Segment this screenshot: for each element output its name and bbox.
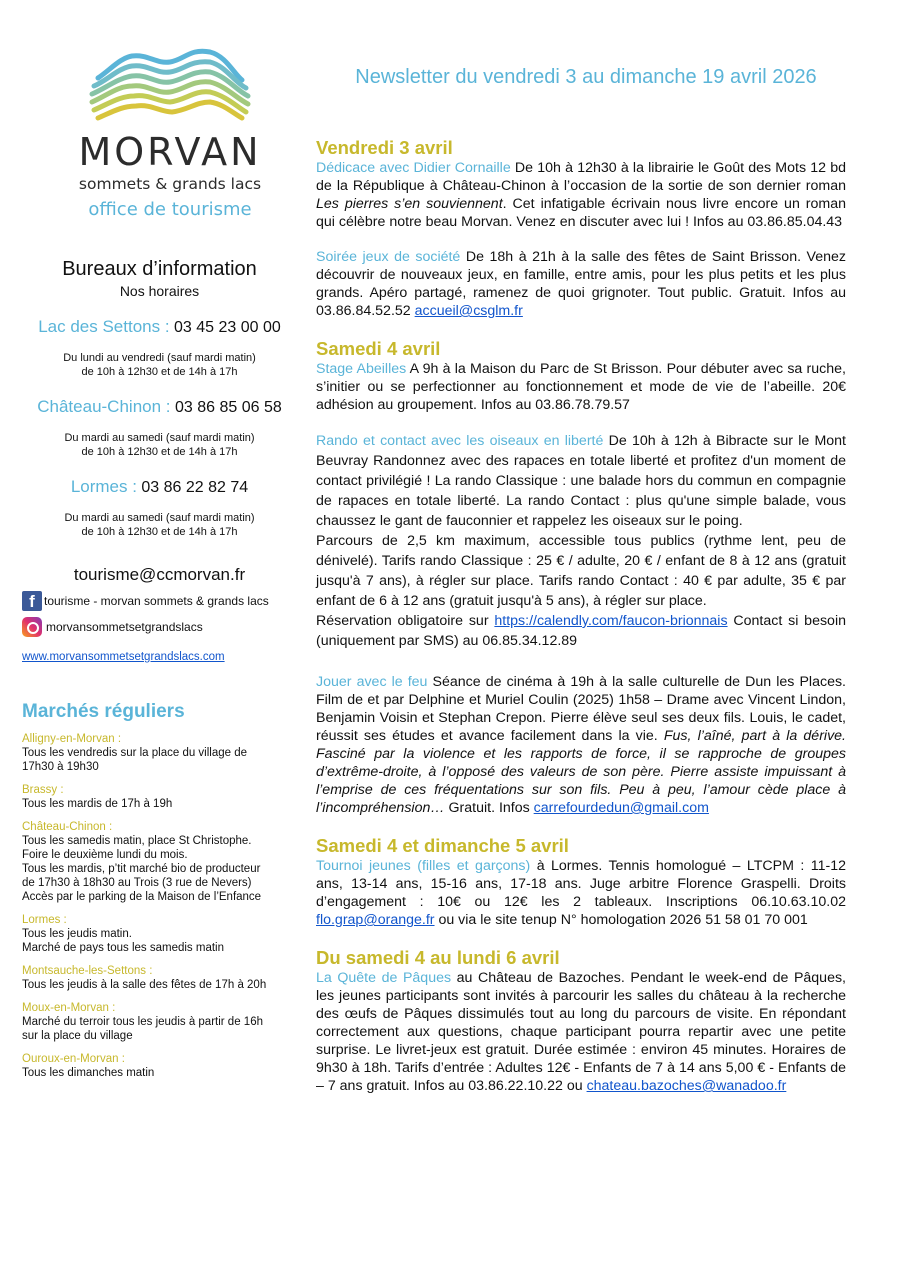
office-hours [22,511,297,539]
office-hours [22,431,297,459]
market-item [22,732,297,774]
event-text: Contact si besoin (uniquement par SMS) au 06.85.34.12.89 [316,613,846,649]
market-town: Moux-en-Morvan : [22,1002,116,1014]
event-link[interactable]: carrefourdedun@gmail.com [533,800,709,816]
event-italic: Les pierres s’en souviennent [316,196,503,212]
day-heading: Vendredi 3 avril [316,137,453,158]
event-title: Soirée jeux de société [316,249,461,265]
facebook-icon: f [22,591,42,611]
market-line: Marché du terroir tous les jeudis à partir de 16h [22,1016,263,1028]
sidebar [22,40,297,1080]
market-town: Montsauche-les-Settons : [22,965,153,977]
event [316,857,846,929]
day-heading: Samedi 4 avril [316,338,441,359]
event-text: ou via le site tenup N° homologation 2026 51 58 01 70 001 [434,912,808,928]
market-item [22,1001,297,1043]
office-settons [22,317,297,337]
markets-title: Marchés réguliers [22,701,185,722]
market-line: Tous les vendredis sur la place du village de [22,747,248,759]
logo-name: MORVAN [78,130,262,174]
office-phone[interactable]: 03 45 23 00 00 [174,319,281,336]
event-text: Séance de cinéma à 19h à la salle culturelle de Dun les Places. Film de et par Delphine et Muriel Coulin (2025) 1h58 – Drame avec Vincent Lindon, Benjamin Voisin et Stephan Crepon. Pierre élève seul ses deux fils. Louis, le cadet, réussit ses études et avance facilement dans la vie. [316,674,846,744]
info-subtitle: Nos horaires [119,283,200,299]
day-heading: Samedi 4 et dimanche 5 avril [316,835,569,856]
event-text: à Lormes. Tennis homologué – LTCPM : 11-12 ans, 13-14 ans, 15-16 ans, 17-18 ans. Juge arbitre Florence Graspelli. Droits d’engagement : 10€ ou 12€ les 2 tableaux. Inscriptions 06.10.63.10.02 [316,858,846,910]
instagram-icon [22,617,42,637]
event [316,969,846,1095]
instagram-link[interactable] [22,617,297,637]
event-title: Tournoi jeunes (filles et garçons) [316,858,531,874]
office-phone[interactable]: 03 86 22 82 74 [141,479,249,496]
market-town: Alligny-en-Morvan : [22,733,122,745]
office-lormes [22,477,297,497]
office-city: Château-Chinon : [37,397,171,416]
logo [70,40,270,220]
market-line: Tous les jeudis matin. [22,928,132,940]
logo-subtitle: sommets & grands lacs [78,175,262,193]
event-text: . Cet infatigable écrivain nous livre encore un roman qui célèbre notre beau Morvan. Venez en discuter avec lui ! Infos au 03.86.85.04.43 [316,196,846,230]
event [316,673,846,817]
market-town: Ouroux-en-Morvan : [22,1053,125,1065]
event-text: au Château de Bazoches. Pendant le week-end de Pâques, les jeunes participants sont invités à parcourir les salles du château à la recherche des œufs de Pâques dissimulés tout au long du parcours de visite. En répondant correctement aux questions, chaque participant pourra repartir avec une petite surprise. Le livret-jeux est gratuit. Durée estimée : environ 45 minutes. Horaires de 9h30 à 18h. Tarifs d’entrée : Adultes 12€ - Enfants de 7 à 14 ans 5,00 € - Enfants de – 7 ans gratuit. Infos au 03.86.22.10.22 ou [316,970,847,1094]
office-city: Lormes : [70,477,137,496]
market-town: Château-Chinon : [22,821,113,833]
event-title: Jouer avec le feu [316,674,428,690]
office-hours [22,351,297,379]
market-line: Tous les dimanches matin [22,1067,155,1079]
event-link[interactable]: flo.grap@orange.fr [316,912,435,928]
market-item [22,913,297,955]
event-link[interactable]: https://calendly.com/faucon-brionnais [494,613,728,629]
event-paragraph [316,611,846,651]
market-item [22,820,297,904]
market-item [22,783,297,811]
newsletter-title: Newsletter du vendredi 3 au dimanche 19 avril 2026 [355,66,817,88]
mountains-logo-icon [70,40,270,122]
office-hours-line: Du mardi au samedi (sauf mardi matin) [64,512,255,524]
market-item [22,964,297,992]
event-paragraph: Parcours de 2,5 km maximum, accessible tous publics (rythme lent, peu de dénivelé). Tarifs rando Classique : 25 € / adulte, 20 € / enfant de 8 à 12 ans (gratuit jusqu'à 7 ans), à régler sur place. Tarifs rando Contact : 40 € par adulte, 35 € par enfant de 6 à 12 ans (gratuit jusqu'à 5 ans), à régler sur place. [316,533,846,609]
event-link[interactable]: chateau.bazoches@wanadoo.fr [586,1078,787,1094]
market-line: 17h30 à 19h30 [22,761,99,773]
event-text: Gratuit. Infos [444,800,534,816]
instagram-label: morvansommetsetgrandslacs [46,620,203,634]
market-town: Lormes : [22,914,67,926]
info-title: Bureaux d’information [62,258,257,280]
market-line: Tous les mardis, p’tit marché bio de producteur [22,863,261,875]
event-text: De 18h à 21h à la salle des fêtes de Saint Brisson. Venez découvrir de nouveaux jeux, en famille, entre amis, pour les plus petits et les plus grands. Apéro partagé, ramenez de quoi grignoter. Tout public. Gratuit. Infos au 03.86.84.52.52 [316,249,846,319]
event-text: De 10h à 12h à Bibracte sur le Mont Beuvray Randonnez avec des rapaces en totale liberté et profitez d'un moment de contact privilégié ! La rando Classique : une balade hors du commun en compagnie de rapaces en totale liberté. La rando Contact : plus qu'une simple balade, vous chaussez le gant de fauconnier et rappelez les oiseaux sur le poing. [316,433,847,529]
market-line: Tous les samedis matin, place St Christophe. [22,835,252,847]
event-italic: Fus, l’aîné, part à la dérive. Fasciné par la violence et les rapports de force, il se rapproche de groupes d’extrême-droite, à l’opposé des valeurs de son père. Pierre assiste impuissant à l’emprise de ces fréquentations sur son fils. Peu à peu, l’amour cède place à l’incompréhension… [316,728,846,816]
market-line: de 17h30 à 18h30 au Trois (3 rue de Nevers) [22,877,252,889]
market-line: sur la place du village [22,1030,133,1042]
market-line: Tous les mardis de 17h à 19h [22,798,173,810]
office-hours-line: de 10h à 12h30 et de 14h à 17h [81,366,238,378]
markets-list [22,732,297,1080]
facebook-link[interactable] [22,591,297,611]
market-town: Brassy : [22,784,64,796]
event [316,248,846,320]
event-text: De 10h à 12h30 à la librairie le Goût des Mots 12 bd de la République à Château-Chinon à l’occasion de la sortie de son dernier roman [316,160,846,194]
website-link[interactable]: www.morvansommetsetgrandslacs.com [22,651,225,663]
day-heading: Du samedi 4 au lundi 6 avril [316,947,560,968]
event [316,431,846,651]
market-line: Accès par le parking de la Maison de l’Enfance [22,891,262,903]
office-chateau-chinon [22,397,297,417]
office-hours-line: de 10h à 12h30 et de 14h à 17h [81,446,238,458]
event [316,159,846,231]
market-line: Tous les jeudis à la salle des fêtes de 17h à 20h [22,979,267,991]
market-line: Marché de pays tous les samedis matin [22,942,224,954]
market-line: Foire le deuxième lundi du mois. [22,849,188,861]
event-text: Réservation obligatoire sur [316,613,495,629]
event-text: A 9h à la Maison du Parc de St Brisson. Pour débuter avec sa ruche, s’initier ou se perfectionner au fonctionnement et mode de vie de l’abeille. 20€ adhésion au groupement. Infos au 03.86.78.79.57 [316,361,846,413]
event-title: Stage Abeilles [316,361,407,377]
logo-office: office de tourisme [88,199,252,220]
newsletter [316,66,846,1095]
event-title: Rando et contact avec les oiseaux en liberté [316,433,604,449]
event-title: Dédicace avec Didier Cornaille [316,160,511,176]
event [316,360,846,414]
event-title: La Quête de Pâques [316,970,452,986]
market-item [22,1052,297,1080]
office-hours-line: de 10h à 12h30 et de 14h à 17h [81,526,238,538]
facebook-label: tourisme - morvan sommets & grands lacs [44,594,269,608]
office-city: Lac des Settons : [38,317,170,336]
office-hours-line: Du mardi au samedi (sauf mardi matin) [64,432,255,444]
event-link[interactable]: accueil@csglm.fr [414,303,523,319]
office-phone[interactable]: 03 86 85 06 58 [174,399,282,416]
office-hours-line: Du lundi au vendredi (sauf mardi matin) [63,352,256,364]
contact-email[interactable]: tourisme@ccmorvan.fr [73,565,246,584]
